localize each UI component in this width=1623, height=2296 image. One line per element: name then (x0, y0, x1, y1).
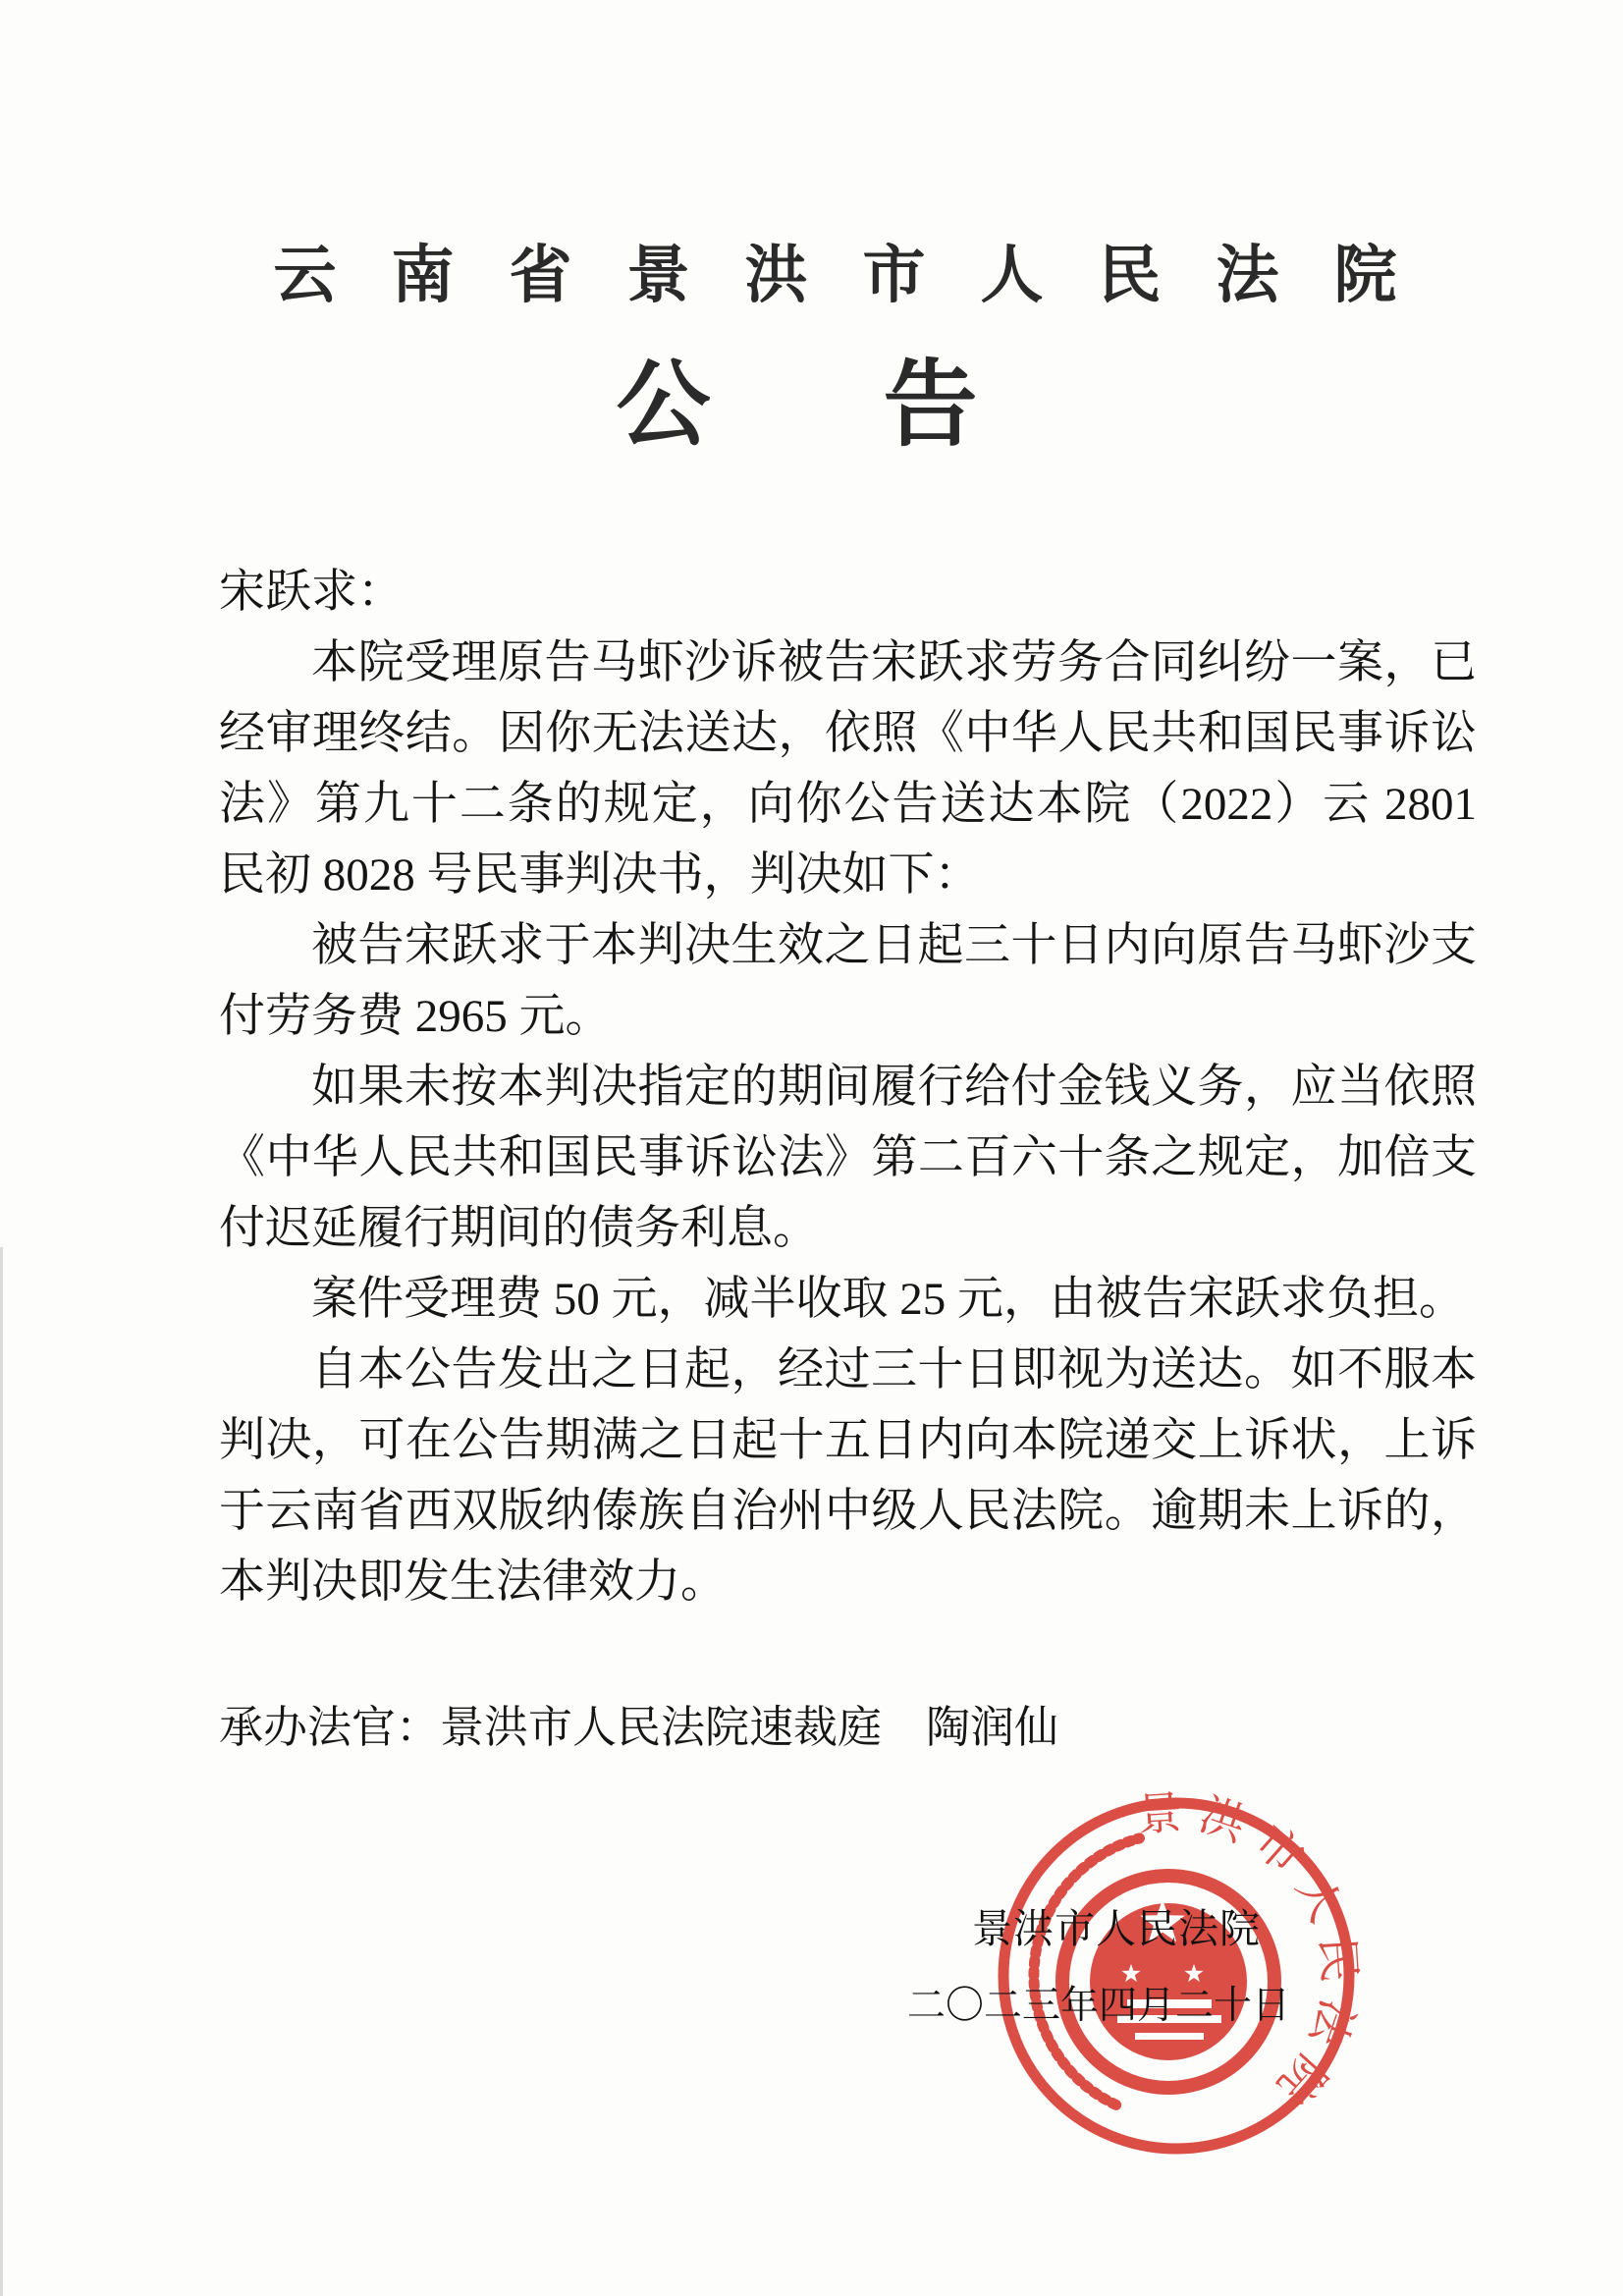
judge-line: 承办法官：景洪市人民法院速裁庭 陶润仙 (219, 1703, 1059, 1752)
court-seal (982, 1785, 1375, 2170)
court-title-text: 云南省景洪市人民法院 (273, 241, 1452, 310)
signature-date: 二〇二三年四月二十日 (907, 1985, 1291, 2027)
doc-title (168, 352, 1426, 460)
signature-court-name: 景洪市人民法院 (972, 1906, 1261, 1951)
recipient-line: 宋跃求： (219, 567, 404, 618)
paragraph-judgment: 被告宋跃求于本判决生效之日起三十日内向原告马虾沙支付劳务费 2965 元。 (219, 920, 1477, 1042)
court-title (206, 242, 1464, 310)
announcement-body (219, 557, 1477, 1617)
doc-title-text: 公告 (616, 353, 1151, 458)
scan-edge-artifact (0, 1247, 3, 2296)
paragraph-appeal-notice: 自本公告发出之日起，经过三十日即视为送达。如不服本判决，可在公告期满之日起十五日内向本院递交上诉状，上诉于云南省西双版纳傣族自治州中级人民法院。逾期未上诉的，本判决即发生法律效力。 (219, 1344, 1477, 1608)
paragraph-case-summary: 本院受理原告马虾沙诉被告宋跃求劳务合同纠纷一案，已经审理终结。因你无法送达，依照《中华人民共和国民事诉讼法》第九十二条的规定，向你公告送达本院（2022）云 2801 民初 8028 号民事判决书，判决如下： (219, 637, 1477, 901)
paragraph-interest-clause: 如果未按本判决指定的期间履行给付金钱义务，应当依照《中华人民共和国民事诉讼法》第二百六十条之规定，加倍支付迟延履行期间的债务利息。 (219, 1062, 1477, 1254)
seal-ring-text: 景洪市人民法院 (1135, 1786, 1366, 2122)
paragraph-court-fee: 案件受理费 50 元，减半收取 25 元，由被告宋跃求负担。 (311, 1274, 1465, 1325)
